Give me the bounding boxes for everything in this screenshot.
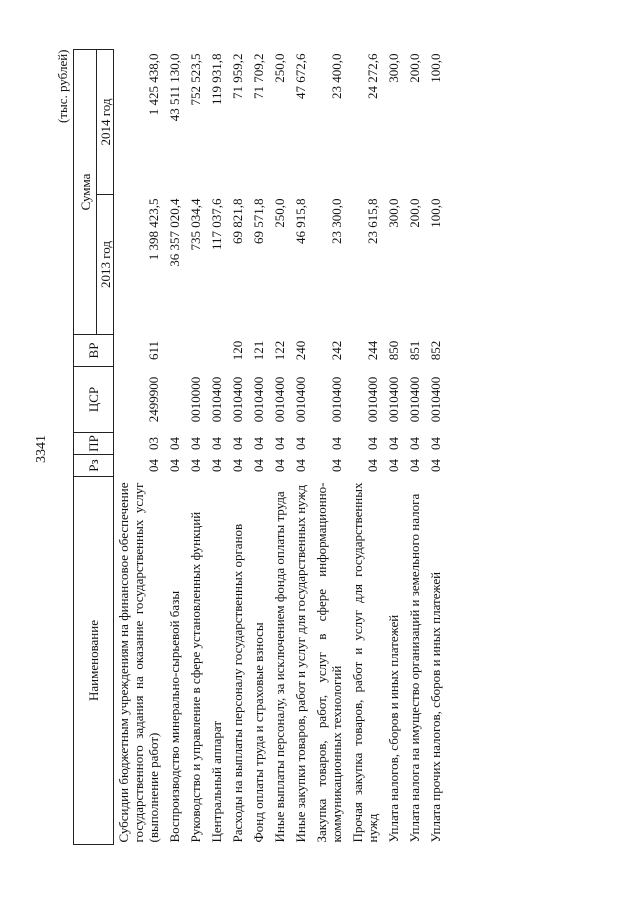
cell-2013: 117 037,6 [209, 198, 224, 251]
cell-pr: 04 [209, 437, 224, 450]
cell-csr [165, 367, 186, 433]
table-header [74, 50, 114, 845]
cell-rz: 04 [230, 459, 245, 472]
budget-table [73, 49, 447, 845]
cell-name: Уплата налогов, сборов и иных платежей [386, 614, 401, 843]
cell-pr: 03 [146, 437, 161, 450]
cell-vr: 242 [329, 340, 344, 361]
cell-name: Прочая закупка товаров, работ и услуг для государственных нужд [350, 482, 380, 843]
cell-rz: 04 [407, 459, 422, 472]
cell-name: Уплата прочих налогов, сборов и иных платежей [428, 571, 443, 843]
cell-csr: 0010400 [209, 376, 224, 423]
cell-rz: 04 [329, 459, 344, 472]
cell-name: Иные выплаты персоналу, за исключением фонда оплаты труда [272, 491, 287, 843]
cell-csr: 0010400 [407, 376, 422, 423]
cell-pr: 04 [188, 437, 203, 450]
header-vr: ВР [74, 335, 114, 367]
cell-pr: 04 [407, 437, 422, 450]
table-row [348, 50, 384, 845]
cell-2013: 23 615,8 [365, 198, 380, 244]
cell-pr: 04 [428, 437, 443, 450]
cell-2013: 69 571,8 [251, 198, 266, 244]
cell-csr: 0010400 [251, 376, 266, 423]
table-row [165, 50, 186, 845]
cell-2014: 43 511 130,0 [167, 53, 182, 122]
table-row [291, 50, 312, 845]
table-row [186, 50, 207, 845]
cell-pr: 04 [230, 437, 245, 450]
cell-pr: 04 [272, 437, 287, 450]
cell-2014: 100,0 [428, 53, 443, 83]
cell-2014: 47 672,6 [293, 53, 308, 99]
cell-2014: 752 523,5 [188, 53, 203, 106]
cell-csr: 0010400 [386, 376, 401, 423]
cell-2014: 1 425 438,0 [146, 53, 161, 116]
cell-name: Центральный аппарат [209, 720, 224, 843]
cell-vr: 120 [230, 340, 245, 361]
table-row [270, 50, 291, 845]
cell-name: Уплата налога на имущество организаций и земельного налога [407, 493, 422, 843]
cell-vr: 852 [428, 340, 443, 361]
cell-vr: 122 [272, 340, 287, 361]
cell-2014: 71 709,2 [251, 53, 266, 99]
cell-2013: 46 915,8 [293, 198, 308, 244]
cell-2014: 24 272,6 [365, 53, 380, 99]
cell-csr: 0010400 [329, 376, 344, 423]
cell-pr: 04 [329, 437, 344, 450]
cell-csr: 2499900 [146, 376, 161, 423]
table-row [405, 50, 426, 845]
cell-csr: 0010400 [272, 376, 287, 423]
cell-rz: 04 [167, 459, 182, 472]
cell-vr [165, 335, 186, 367]
cell-vr: 121 [251, 340, 266, 361]
cell-2013: 23 300,0 [329, 198, 344, 244]
cell-2013: 300,0 [386, 198, 401, 228]
cell-csr: 0010400 [428, 376, 443, 423]
cell-rz: 04 [365, 459, 380, 472]
cell-2014: 119 931,8 [209, 53, 224, 106]
cell-name: Руководство и управление в сфере установленных функций [188, 511, 203, 843]
table-row [228, 50, 249, 845]
cell-rz: 04 [209, 459, 224, 472]
cell-2013: 200,0 [407, 198, 422, 228]
table-row [249, 50, 270, 845]
cell-name: Закупка товаров, работ, услуг в сфере информационно-коммуникационных технологий [314, 482, 344, 843]
cell-name: Расходы на выплаты персоналу государственных органов [230, 523, 245, 843]
header-csr: ЦСР [74, 367, 114, 433]
cell-2014: 200,0 [407, 53, 422, 83]
table-row [426, 50, 447, 845]
cell-2013: 100,0 [428, 198, 443, 228]
units-note: (тыс. рублей) [55, 49, 70, 123]
cell-pr: 04 [386, 437, 401, 450]
cell-rz: 04 [428, 459, 443, 472]
header-pr: ПР [74, 433, 114, 455]
page-number: 3341 [34, 435, 49, 463]
cell-2014: 300,0 [386, 53, 401, 83]
cell-vr: 240 [293, 340, 308, 361]
cell-csr: 0010400 [365, 376, 380, 423]
cell-name: Субсидии бюджетным учреждениям на финансовое обеспечение государственного задания на оказание государственных услуг (выполнение работ) [116, 482, 161, 843]
table-row [312, 50, 348, 845]
cell-2013: 1 398 423,5 [146, 198, 161, 261]
cell-2013: 735 034,4 [188, 198, 203, 251]
cell-rz: 04 [293, 459, 308, 472]
cell-csr: 0010400 [293, 376, 308, 423]
cell-2014: 250,0 [272, 53, 287, 83]
cell-csr: 0010400 [230, 376, 245, 423]
cell-vr: 850 [386, 340, 401, 361]
cell-pr: 04 [167, 437, 182, 450]
cell-csr: 0010000 [188, 376, 203, 423]
cell-rz: 04 [272, 459, 287, 472]
cell-name: Иные закупки товаров, работ и услуг для государственных нужд [293, 484, 308, 843]
cell-2013: 69 821,8 [230, 198, 245, 244]
cell-rz: 04 [251, 459, 266, 472]
cell-pr: 04 [293, 437, 308, 450]
table-row [114, 50, 166, 845]
cell-vr: 851 [407, 340, 422, 361]
cell-2014: 71 959,2 [230, 53, 245, 99]
cell-pr: 04 [251, 437, 266, 450]
cell-2013: 36 357 020,4 [167, 198, 182, 267]
cell-name: Фонд оплаты труда и страховые взносы [251, 622, 266, 843]
cell-vr: 244 [365, 340, 380, 361]
cell-2014: 23 400,0 [329, 53, 344, 99]
table-body [114, 50, 448, 845]
header-sum: Сумма [74, 50, 97, 335]
cell-vr: 611 [146, 340, 161, 361]
cell-pr: 04 [365, 437, 380, 450]
table-row [207, 50, 228, 845]
header-year-2014: 2014 год [97, 50, 114, 195]
cell-name: Воспроизводство минерально-сырьевой базы [167, 590, 182, 843]
cell-vr [186, 335, 207, 367]
header-name: Наименование [74, 477, 114, 845]
budget-table-wrapper [73, 50, 447, 845]
header-year-2013: 2013 год [97, 195, 114, 335]
header-rz: Рз [74, 455, 114, 477]
cell-rz: 04 [146, 459, 161, 472]
cell-vr [207, 335, 228, 367]
cell-rz: 04 [188, 459, 203, 472]
cell-2013: 250,0 [272, 198, 287, 228]
table-row [384, 50, 405, 845]
cell-rz: 04 [386, 459, 401, 472]
